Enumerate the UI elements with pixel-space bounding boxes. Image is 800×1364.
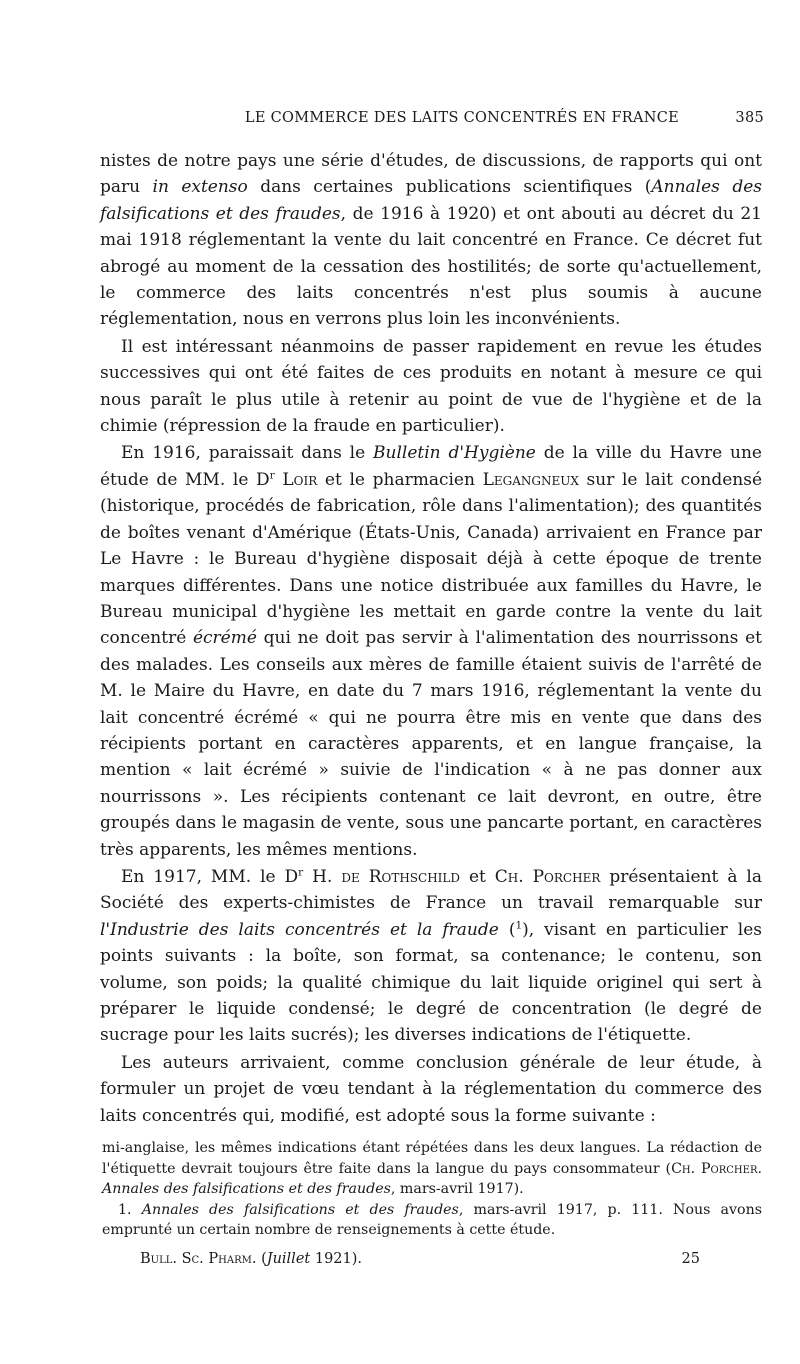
text-run: qui ne doit pas servir à l'alimentation des nourrissons et des malades. Les conseils aux mères de famille étaient suivis de l'arrêté de M. le Maire du Havre, en date du 7 mars 1916, réglementant la vente du lait concentré écrémé « qui ne pourra être mis en vente que dans des récipients portant en caractères apparents, et en langue française, la mention « lait écrémé » suivie de l'indication « à ne pas donner aux nourrissons ». Les récipients contenant ce lait devront, en outre, être groupés dans le magasin de vente, sous une pancarte portant, en caractères très apparents, les mêmes mentions. bbox=[100, 628, 762, 860]
footnote-marker: 1. bbox=[118, 1201, 142, 1218]
footnote-1 bbox=[102, 1200, 762, 1241]
text-run: dans certaines publications scientifiques ( bbox=[247, 177, 652, 198]
journal-title: Annales des falsifications et des fraudes bbox=[100, 177, 762, 224]
running-title: LE COMMERCE DES LAITS CONCENTRÉS EN FRANCE bbox=[244, 110, 680, 126]
text-run: et le pharmacien bbox=[317, 469, 483, 490]
text-run: En 1917, MM. le D bbox=[121, 866, 299, 887]
text-run: , mars-avril 1917, p. 111. Nous avons emprunté un certain nombre de renseignements à cette étude. bbox=[102, 1201, 762, 1239]
author-name: Legangneux bbox=[482, 469, 579, 490]
footnotes bbox=[102, 1138, 762, 1241]
text-run: sur le lait condensé (historique, procédés de fabrication, rôle dans l'alimentation); des quantités de boîtes venant d'Amérique (États-Unis, Canada) arrivaient en France par Le Havre : le Bureau d'hygiène disposait déjà à cette époque de trente marques différentes. Dans une notice distribuée aux familles du Havre, le Bureau municipal d'hygiène les mettait en garde contre la vente du lait concentré bbox=[100, 469, 763, 649]
paragraph-4 bbox=[100, 864, 762, 1049]
text-run: , mars-avril 1917). bbox=[390, 1181, 524, 1198]
superscript: r bbox=[269, 469, 275, 482]
author-name: de Rothschild bbox=[341, 866, 460, 887]
italic-run: in extenso bbox=[152, 177, 248, 198]
journal-title: Annales des falsifications et des fraudes bbox=[141, 1201, 459, 1218]
text-run: ), visant en particulier les points suivants : la boîte, son format, sa contenance; le contenu, son volume, son poids; la qualité chimique du lait liquide originel qui sert à préparer le liquide condensé; le degré de concentration (le degré de sucrage pour les laits sucrés); les diverses indications de l'étiquette. bbox=[100, 919, 762, 1046]
text-run: En 1916, paraissait dans le bbox=[121, 443, 374, 464]
text-run: de la ville du Havre une étude de MM. le D bbox=[100, 443, 762, 490]
text-run: . bbox=[757, 1160, 762, 1177]
text-run: ( bbox=[498, 919, 516, 940]
issue-year: 1921). bbox=[310, 1251, 363, 1267]
body-text bbox=[100, 148, 762, 1129]
signature-mark: 25 bbox=[681, 1251, 700, 1267]
footnote-ref: 1 bbox=[515, 919, 523, 932]
issue-date: Juillet bbox=[266, 1251, 311, 1267]
page-number: 385 bbox=[735, 110, 764, 126]
author-name: Loir bbox=[282, 469, 318, 490]
paragraph-3 bbox=[100, 440, 762, 863]
running-header bbox=[120, 110, 764, 126]
text-run: mi-anglaise, les mêmes indications étant répétées dans les deux langues. La rédaction de l'étiquette devrait toujours être faite dans la langue du pays consommateur ( bbox=[102, 1140, 762, 1177]
paragraph-1 bbox=[100, 148, 762, 333]
superscript: r bbox=[298, 866, 304, 879]
footnote-continuation bbox=[102, 1138, 762, 1200]
text-run: H. bbox=[303, 866, 342, 887]
text-run: , de 1916 à 1920) et ont abouti au décret du 21 mai 1918 réglementant la vente du lait concentré en France. Ce décret fut abrogé au moment de la cessation des hostilités; de sorte qu'actuellement, le commerce des laits concentrés n'est plus soumis à aucune réglementation, nous en verrons plus loin les inconvénients. bbox=[100, 203, 762, 330]
italic-run: écrémé bbox=[192, 628, 257, 649]
page-footer bbox=[140, 1251, 700, 1267]
journal-title: Annales des falsifications et des fraudes bbox=[102, 1181, 391, 1198]
text-run: et bbox=[460, 866, 495, 887]
work-title: l'Industrie des laits concentrés et la fraude bbox=[100, 919, 499, 940]
text-run: ( bbox=[256, 1251, 267, 1267]
text-run: présentaient à la Société des experts-chimistes de France un travail remarquable sur bbox=[100, 866, 762, 914]
paragraph-2: Il est intéressant néanmoins de passer rapidement en revue les études successives qui ont été faites de ces produits en notant à mesure ce qui nous paraît le plus utile à retenir au point de vue de l'hygiène et de la chimie (répression de la fraude en particulier). bbox=[100, 336, 762, 437]
journal-abbrev: Bull. Sc. Pharm. bbox=[140, 1251, 257, 1267]
author-name: Ch. Porcher bbox=[671, 1160, 758, 1177]
author-name: Ch. Porcher bbox=[494, 866, 601, 887]
text-run: nistes de notre pays une série d'études, de discussions, de rapports qui ont paru bbox=[100, 151, 762, 198]
paragraph-5: Les auteurs arrivaient, comme conclusion générale de leur étude, à formuler un projet de vœu tendant à la réglementation du commerce des laits concentrés qui, modifié, est adopté sous la forme suivante : bbox=[100, 1052, 762, 1126]
journal-title: Bulletin d'Hygiène bbox=[373, 443, 536, 464]
